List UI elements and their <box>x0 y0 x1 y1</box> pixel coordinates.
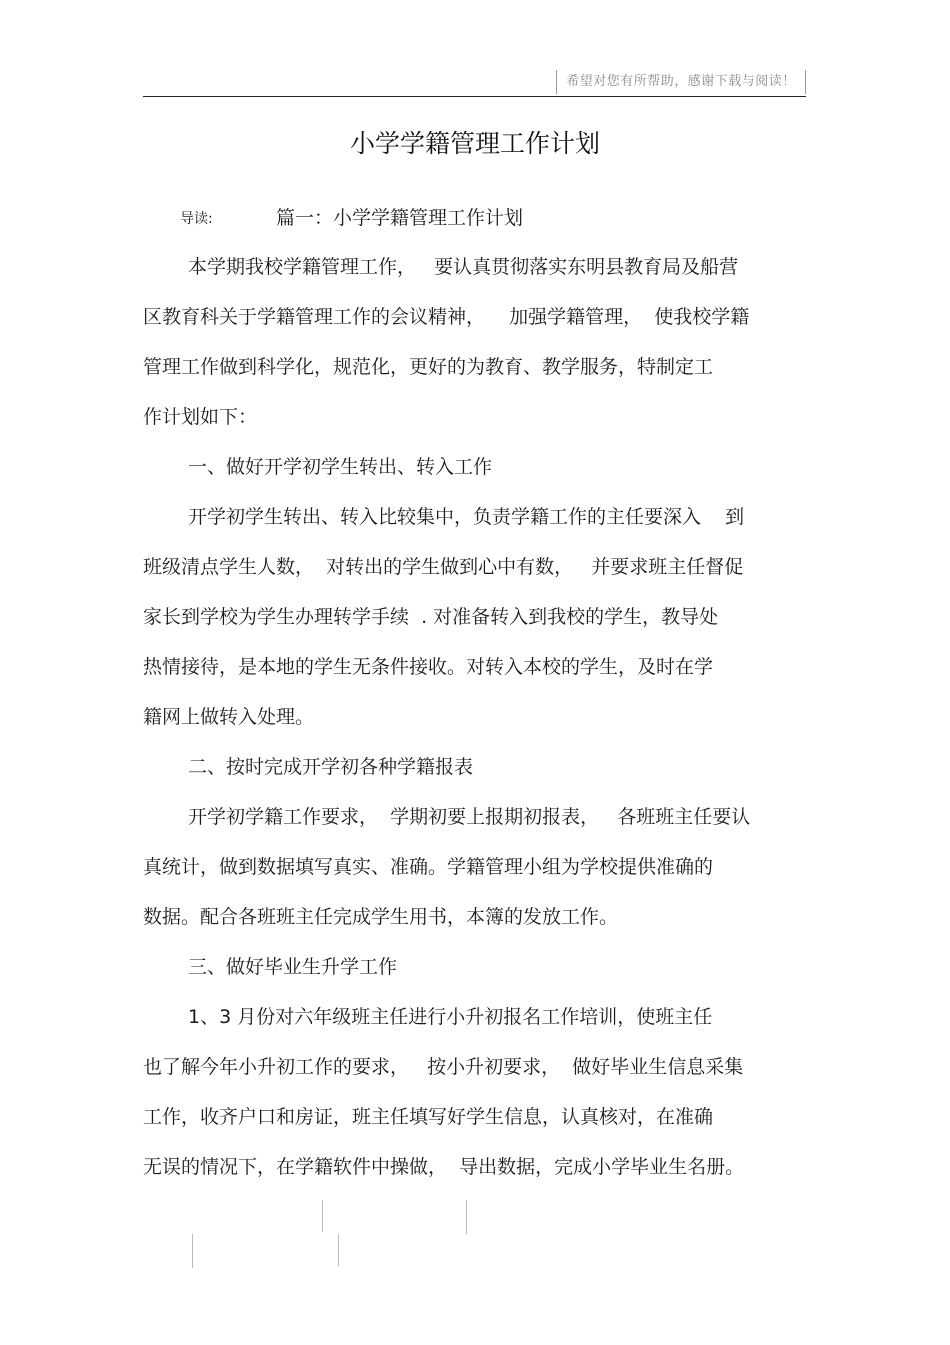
body-line: 无误的情况下，在学籍软件中操做， 导出数据，完成小学毕业生名册。 <box>143 1156 745 1178</box>
body-line: 也了解今年小升初工作的要求， 按小升初要求， 做好毕业生信息采集 <box>143 1056 744 1078</box>
section-heading: 二、按时完成开学初各种学籍报表 <box>188 756 474 778</box>
body-line: 热情接待，是本地的学生无条件接收。对转入本校的学生，及时在学 <box>143 656 714 678</box>
body-line: 开学初学生转出、转入比较集中，负责学籍工作的主任要深入 到 <box>188 506 745 528</box>
header-rule <box>143 96 806 97</box>
guide-text: 篇一：小学学籍管理工作计划 <box>276 207 524 229</box>
body-line: 真统计，做到数据填写真实、准确。学籍管理小组为学校提供准确的 <box>143 856 714 878</box>
body-line: 家长到学校为学生办理转学手续 . 对准备转入到我校的学生，教导处 <box>143 606 719 628</box>
scan-artifact-line <box>322 1200 323 1232</box>
body-line: 数据。配合各班班主任完成学生用书，本簿的发放工作。 <box>143 906 619 928</box>
body-line: 籍网上做转入处理。 <box>143 706 315 728</box>
section-heading: 一、做好开学初学生转出、转入工作 <box>188 456 493 478</box>
header-note: 希望对您有所帮助，感谢下载与阅读！ <box>556 70 806 94</box>
body-line: 管理工作做到科学化，规范化，更好的为教育、教学服务，特制定工 <box>143 356 714 378</box>
body-line: 作计划如下： <box>143 406 258 428</box>
body-line: 本学期我校学籍管理工作， 要认真贯彻落实东明县教育局及船营 <box>188 256 739 278</box>
section-heading: 三、做好毕业生升学工作 <box>188 956 398 978</box>
body-line: 开学初学籍工作要求， 学期初要上报期初报表， 各班班主任要认 <box>188 806 751 828</box>
scan-artifact-line <box>192 1234 193 1268</box>
scan-artifact-line <box>338 1234 339 1266</box>
body-line: 区教育科关于学籍管理工作的会议精神， 加强学籍管理， 使我校学籍 <box>143 306 750 328</box>
guide-label: 导读: <box>180 211 213 227</box>
body-line: 1、3 月份对六年级班主任进行小升初报名工作培训，使班主任 <box>188 1006 713 1028</box>
body-line: 班级清点学生人数， 对转出的学生做到心中有数， 并要求班主任督促 <box>143 556 744 578</box>
scan-artifact-line <box>466 1200 467 1234</box>
document-title: 小学学籍管理工作计划 <box>349 129 600 158</box>
body-line: 工作，收齐户口和房证，班主任填写好学生信息，认真核对，在准确 <box>143 1106 714 1128</box>
